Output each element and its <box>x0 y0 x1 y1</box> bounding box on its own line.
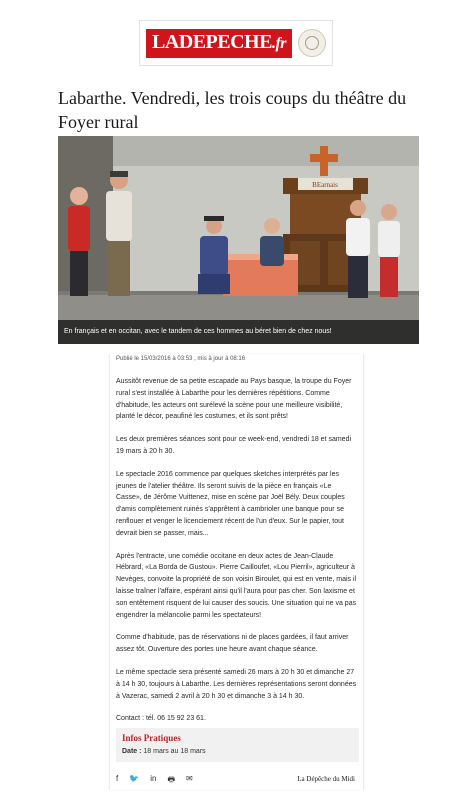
infos-date-value: 18 mars au 18 mars <box>143 748 206 755</box>
paragraph: Comme d'habitude, pas de réservations ni de places gardées, il faut arriver assez tôt. Ouverture des portes une heure avant chaque séance. <box>116 634 349 654</box>
twitter-icon[interactable]: 🐦 <box>129 774 140 783</box>
paragraph: Le spectacle 2016 commence par quelques sketches interprétés par les jeunes de l'atelier théâtre. Ils seront suivis de la pièce en français «Le Casse», de Jérôme Vuittenez, mise en scène par Joël Bély. Deux couples d'amis complètement ruinés s'apprêtent à cambrioler une banque pour se renflouer et venger le licenciement récent de l'un d'eux. Sur le papier, tout devrait bien se passer, mais... <box>116 470 345 537</box>
infos-date-label: Date : <box>122 748 142 755</box>
stage-sign: BEarnais <box>312 181 338 189</box>
article-title: Labarthe. Vendredi, les trois coups du théâtre du Foyer rural <box>58 88 407 132</box>
article-card <box>109 354 364 790</box>
contact-paragraph: Contact : tél. 06 15 92 23 61. <box>116 715 206 723</box>
logo-main: LADEPECHE <box>151 30 272 53</box>
stage-photo-illustration <box>58 136 419 344</box>
facebook-icon[interactable]: f <box>116 774 119 783</box>
article-body <box>116 376 357 736</box>
infos-pratiques-box <box>116 728 359 762</box>
share-bar <box>116 774 193 788</box>
logo-suffix: .fr <box>271 34 287 52</box>
paragraph: Le même spectacle sera présenté samedi 26 mars à 20 h 30 et dimanche 27 à 14 h 30, toujours à Labarthe. Les dernières représentations seront données à Vazerac, samedi 2 avril à 20 h 30 et dimanche 3 à 14 h 30. <box>116 668 357 700</box>
email-icon[interactable]: ✉ <box>186 774 193 783</box>
infos-date <box>122 748 206 755</box>
article-photo <box>58 136 419 344</box>
seal-icon <box>298 29 326 57</box>
print-icon[interactable]: 🖶 <box>167 775 175 784</box>
paragraph: Après l'entracte, une comédie occitane en deux actes de Jean-Claude Hébrard, «La Borda de Gustou». Pierre Cailloufet, «Lou Pierril», agriculteur à Nevèges, convoite la propriété de son voisin Biroulet, qui est en vente, mais il laisse traîner l'affaire, espérant ainsi qu'il l'aura pour pas cher. Son laxisme et son entêtement risquent de lui causer des soucis. Une situation qui ne va pas engendrer la mélancolie parmi les spectateurs! <box>116 552 357 619</box>
logo-wordmark <box>146 29 292 58</box>
site-logo[interactable] <box>139 20 333 66</box>
infos-title: Infos Pratiques <box>122 733 181 743</box>
publish-meta: Publié le 15/03/2016 à 03:53 , mis à jour à 08:16 <box>116 356 246 362</box>
photo-caption: En français et en occitan, avec le tandem de ces hommes au béret bien de chez nous! <box>58 320 419 344</box>
article-source: La Dépêche du Midi <box>297 775 355 783</box>
linkedin-icon[interactable]: in <box>150 774 157 783</box>
paragraph: Aussitôt revenue de sa petite escapade au Pays basque, la troupe du Foyer rural s'est installée à Labarthe pour les dernières répétitions. Comme d'habitude, les acteurs ont surélevé la scène pour une meilleure visibilité, planté le décor, peaufiné les costumes, et ils sont prêts! <box>116 378 352 421</box>
paragraph: Les deux premières séances sont pour ce week-end, vendredi 18 et samedi 19 mars à 20 h 30. <box>116 436 352 455</box>
